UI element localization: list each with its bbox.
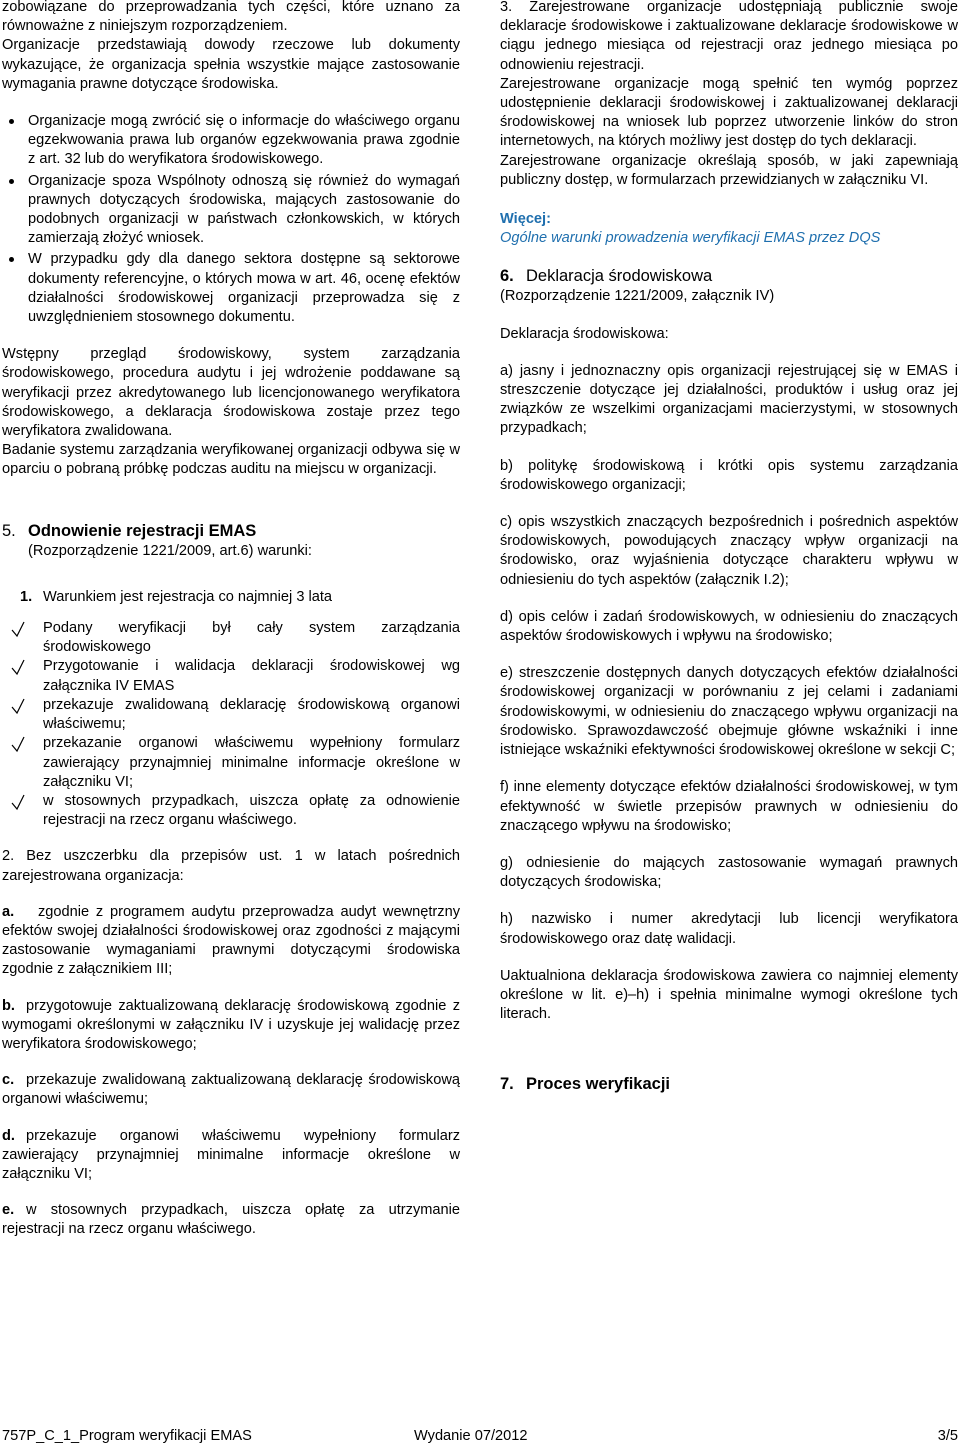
footer-edition: Wydanie 07/2012 xyxy=(414,1428,528,1444)
condition-1-number: 1. xyxy=(20,588,33,605)
bullet-item: Organizacje mogą zwrócić się o informacje do właściwego organu egzekwowania prawa lub organów egzekwowania prawa zgodnie z art. 32 lub do weryfikatora środowiskowego. xyxy=(2,112,460,170)
checkmark-icon xyxy=(11,620,25,638)
availability-paragraph: Zarejestrowane organizacje mogą spełnić ten wymóg poprzez udostępnienie deklaracji środowiskowej i zaktualizowanej deklaracji środowiskowej na wniosek lub poprzez utworzenie linków do stron internetowych, na których możliwy jest dostęp do tych deklaracji. xyxy=(500,75,958,150)
update-note: Uaktualniona deklaracja środowiskowa zawiera co najmniej elementy określone w lit. e)–h) i spełnia minimalne wymogi określone tych literach. xyxy=(500,967,958,1023)
obligation-label: e. xyxy=(2,1202,15,1219)
page-footer xyxy=(2,1427,958,1447)
footer-page-number: 3/5 xyxy=(937,1428,958,1444)
audit-paragraph: Badanie systemu zarządzania weryfikowanej organizacji odbywa się w oparciu o pobraną próbkę podczas auditu na miejscu w organizacji. xyxy=(2,442,460,478)
obligation-text: przygotowuje zaktualizowaną deklarację środowiskową zgodnie z wymogami określonymi w załączniku IV i uzyskuje jej walidację przez weryfikatora środowiskowego; xyxy=(2,997,460,1052)
obligation-text: przekazuje zwalidowaną zaktualizowaną deklarację środowiskową organowi właściwemu; xyxy=(2,1072,460,1108)
check-item xyxy=(2,619,460,657)
obligation-item xyxy=(2,1071,460,1109)
declaration-item: d) opis celów i zadań środowiskowych, w odniesieniu do znaczących aspektów środowiskowych i wpływu na środowisko; xyxy=(500,608,958,645)
condition-1-text: Warunkiem jest rejestracja co najmniej 3 lata xyxy=(43,588,333,605)
obligation-text: przekazuje organowi właściwemu wypełniony formularz zawierający przynajmniej minimalne informacje określone w załączniku VI; xyxy=(2,1127,460,1182)
section-7-heading xyxy=(500,1074,958,1095)
obligation-label: d. xyxy=(2,1127,15,1144)
check-item xyxy=(2,792,460,830)
section-6-title: Deklaracja środowiskowa xyxy=(526,267,713,286)
check-item-text: przekazanie organowi właściwemu wypełniony formularz zawierający przynajmniej minimalne informacje określone w załączniku VI; xyxy=(43,735,460,790)
declaration-intro: Deklaracja środowiskowa: xyxy=(500,325,669,342)
more-label: Więcej: xyxy=(500,211,551,228)
bullet-item: Organizacje spoza Wspólnoty odnoszą się również do wymagań prawnych dotyczących środowiska, mających zastosowanie do podobnych organizacji w państwach członkowskich, w których zamierzają złożyć wniosek. xyxy=(2,172,460,249)
public-access-paragraph: Zarejestrowane organizacje określają sposób, w jaki zapewniają publiczny dostęp, w formularzach przewidzianych w załączniku VI. xyxy=(500,152,958,188)
obligation-text: zgodnie z programem audytu przeprowadza audyt wewnętrzny efektów swojej działalności środowiskowej oraz zgodności z mającymi zastosowanie wymaganiami prawnymi dotyczącymi środowiska zgodnie z załącznikiem III; xyxy=(2,903,460,978)
section-6-number: 6. xyxy=(500,267,514,286)
obligation-item xyxy=(2,1201,460,1239)
verification-paragraph: Wstępny przegląd środowiskowy, system zarządzania środowiskowego, procedura audytu i jej wdrożenie poddawane są weryfikacji przez akredytowanego lub licencjonowanego weryfikatora środowiskowego, a deklaracja środowiskowa zostaje przez tego weryfikatora zwalidowana. xyxy=(2,346,460,440)
condition-2: 2. Bez uszczerbku dla przepisów ust. 1 w latach pośrednich zarejestrowana organizacja: xyxy=(2,848,460,884)
declaration-item: f) inne elementy dotyczące efektów działalności środowiskowej, w tym efektywność w świetle przepisów prawnych w odniesieniu do znaczącego wpływu na środowisko; xyxy=(500,779,958,834)
checkmark-icon xyxy=(11,658,25,676)
check-item xyxy=(2,734,460,792)
obligation-label: b. xyxy=(2,997,15,1014)
right-column xyxy=(500,0,958,1095)
obligation-item xyxy=(2,997,460,1055)
section-5-number: 5. xyxy=(2,521,16,540)
section-7-title: Proces weryfikacji xyxy=(526,1075,671,1094)
footer-document-id: 757P_C_1_Program weryfikacji EMAS xyxy=(2,1428,252,1444)
declaration-item: b) politykę środowiskową i krótki opis systemu zarządzania środowiskowego organizacji; xyxy=(500,457,958,493)
interim-obligations-list xyxy=(2,903,460,1240)
section-5-subtitle: (Rozporządzenie 1221/2009, art.6) warunki: xyxy=(28,542,312,559)
obligation-item xyxy=(2,1127,460,1185)
dqs-conditions-link[interactable]: Ogólne warunki prowadzenia weryfikacji EMAS przez DQS xyxy=(500,230,881,247)
checkmark-icon xyxy=(11,697,25,715)
condition-1 xyxy=(2,588,460,607)
more-info xyxy=(500,210,958,248)
requirements-bullet-list xyxy=(2,112,460,327)
section-6-heading xyxy=(500,266,958,287)
intro-paragraph-2: Organizacje przedstawiają dowody rzeczowe lub dokumenty wykazujące, że organizacja spełnia wszystkie mające zastosowanie wymagania prawne dotyczące środowiska. xyxy=(2,37,460,92)
declaration-item: h) nazwisko i numer akredytacji lub licencji weryfikatora środowiskowego oraz datę walidacji. xyxy=(500,911,958,947)
section-7-number: 7. xyxy=(500,1075,514,1094)
obligation-label: a. xyxy=(2,903,15,920)
obligation-label: c. xyxy=(2,1072,15,1089)
check-item xyxy=(2,657,460,695)
check-item-text: Przygotowanie i walidacja deklaracji środowiskowej wg załącznika IV EMAS xyxy=(43,658,460,694)
obligation-text: w stosownych przypadkach, uiszcza opłatę za utrzymanie rejestracji na rzecz organu właściwego. xyxy=(2,1202,460,1238)
publication-paragraph: 3. Zarejestrowane organizacje udostępniają publicznie swoje deklaracje środowiskowe i zaktualizowane deklaracje środowiskowe w ciągu jednego miesiąca od rejestracji oraz jednego miesiąca po odnowieniu rejestracji. xyxy=(500,0,958,73)
section-5-heading xyxy=(2,521,460,542)
checkmark-icon xyxy=(11,735,25,753)
check-item xyxy=(2,696,460,734)
declaration-item: g) odniesienie do mających zastosowanie wymagań prawnych dotyczących środowiska; xyxy=(500,854,958,891)
check-item-text: Podany weryfikacji był cały system zarządzania środowiskowego xyxy=(43,620,460,656)
obligation-item xyxy=(2,903,460,980)
declaration-item: a) jasny i jednoznaczny opis organizacji rejestrującej się w EMAS i streszczenie dotyczące jej działalności, produktów i usług oraz jej związków ze wszelkimi organizacjami macierzystymi, w stosownych przypadkach; xyxy=(500,362,958,437)
section-6-subtitle: (Rozporządzenie 1221/2009, załącznik IV) xyxy=(500,288,775,305)
declaration-item: c) opis wszystkich znaczących bezpośrednich i pośrednich aspektów środowiskowych, powodujących znaczący wpływ organizacji na środowisko, oraz wyjaśnienia dotyczące charakteru wpływu w odniesieniu do tych aspektów (załącznik I.2); xyxy=(500,514,958,588)
renewal-checklist xyxy=(2,619,460,830)
checkmark-icon xyxy=(11,793,25,811)
intro-paragraph-1: zobowiązane do przeprowadzania tych części, które uznano za równoważne z niniejszym rozporządzeniem. xyxy=(2,0,460,35)
left-column xyxy=(2,0,460,1240)
section-5-title: Odnowienie rejestracji EMAS xyxy=(28,521,257,540)
declaration-item: e) streszczenie dostępnych danych dotyczących efektów działalności środowiskowej organizacji w porównaniu z jej celami i zadaniami środowiskowymi, w odniesieniu do znaczącego wpływu organizacji na środowisko. Sprawozdawczość obejmuje główne wskaźniki i inne istniejące wskaźniki efektywności środowiskowej określone w sekcji C; xyxy=(500,665,958,759)
check-item-text: przekazuje zwalidowaną deklarację środowiskową organowi właściwemu; xyxy=(43,696,460,733)
check-item-text: w stosownych przypadkach, uiszcza opłatę za odnowienie rejestracji na rzecz organu właściwego. xyxy=(43,792,460,829)
bullet-item: W przypadku gdy dla danego sektora dostępne są sektorowe dokumenty referencyjne, o których mowa w art. 46, ocenę efektów działalności środowiskowej organizacji przeprowadza się z uwzględnieniem stosownego dokumentu. xyxy=(2,250,460,327)
